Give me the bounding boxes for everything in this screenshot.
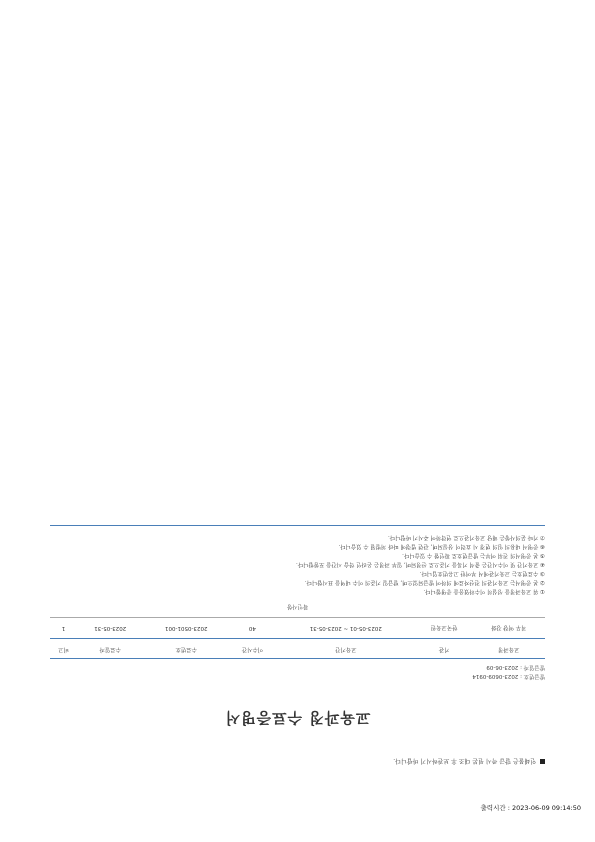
notes-list [50, 532, 545, 595]
col-complete-date: 수료일자 [99, 646, 121, 652]
col-institution: 기관 [438, 646, 450, 652]
issue-number: 발급번호 : 2023-0609-0914 [472, 673, 545, 679]
note-item: ① 위 교육과정을 성실히 이수하였음을 증명합니다. [423, 588, 545, 594]
notice-text: 인쇄물은 발급 즉시 원본 대조 후 보관하시기 바랍니다. [393, 757, 536, 764]
document-bottom-rule [50, 525, 545, 526]
document-body [50, 525, 545, 766]
note-item: ④ 교육기간 및 이수시간은 출석 기록을 기준으로 산정되며, 일부 과정은 온라인 학습 시간을 포함합니다. [296, 561, 545, 567]
bullet-square-icon [540, 759, 545, 764]
col-course: 교육과정 [498, 646, 520, 652]
document-meta [50, 662, 545, 680]
cell-institution: 한국교육원 [430, 624, 458, 630]
printed-timestamp: 출력시간 : 2023-06-09 09:14:50 [480, 804, 581, 812]
col-remarks: 비고 [58, 646, 69, 652]
cell-remarks: 1 [61, 625, 66, 631]
record-table [50, 618, 545, 658]
footnote-label: 확인사항 [286, 603, 309, 609]
note-item: ⑦ 기타 문의사항은 해당 교육기관으로 연락하여 주시기 바랍니다. [387, 534, 545, 540]
cell-course: 직무 역량 강화 [490, 624, 527, 630]
cell-cert-number: 2023-0501-001 [165, 625, 208, 631]
note-item: ⑤ 본 증명서의 진위 여부는 발급번호로 확인할 수 있습니다. [402, 552, 545, 558]
page-title: 교육과정 수료증명서 [224, 709, 371, 727]
table-bottom-rule [50, 617, 545, 618]
col-hours: 이수시간 [241, 646, 264, 652]
table-top-rule [50, 658, 545, 659]
note-item: ② 본 증명서는 교육기관의 전산자료에 의하여 발급되었으며, 발급일 기준의 이수 내역을 표시합니다. [304, 579, 545, 585]
issue-date: 발급일자 : 2023-06-09 [486, 664, 545, 670]
note-item: ⑥ 증명서 내용의 임의 변경 시 효력이 상실되며, 관련 법령에 따라 처벌될 수 있습니다. [338, 543, 545, 549]
note-item: ③ 수료번호는 교육기관에서 부여한 고유번호입니다. [419, 570, 545, 576]
table-row [50, 618, 545, 639]
cell-hours: 40 [248, 625, 256, 631]
cell-complete-date: 2023-05-31 [94, 625, 127, 631]
notice-line [50, 757, 545, 766]
col-cert-number: 수료번호 [175, 646, 197, 652]
col-period: 교육기간 [335, 646, 357, 652]
cell-period: 2023-05-01 ~ 2023-05-31 [309, 625, 382, 631]
table-header-row [50, 639, 545, 659]
